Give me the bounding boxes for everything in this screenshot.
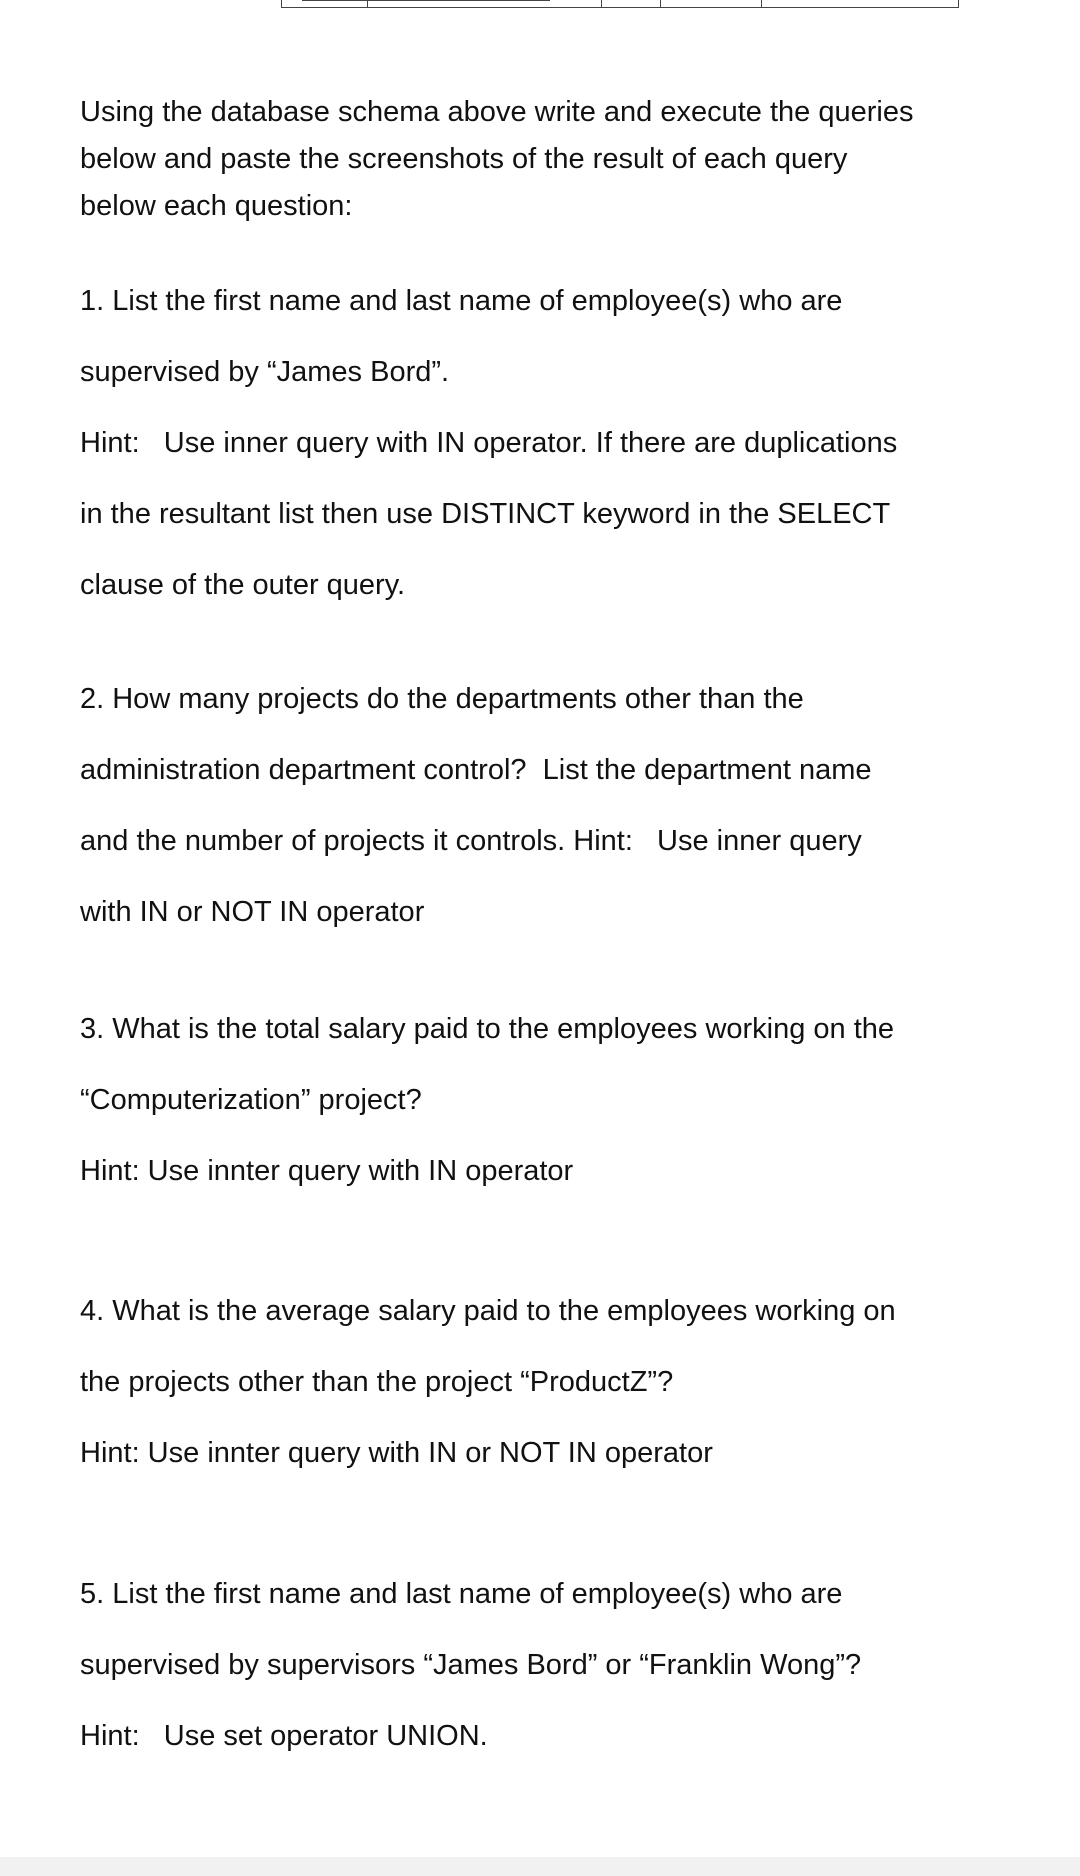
- table-column-divider: [601, 0, 602, 8]
- table-cell-underline: [302, 0, 550, 1]
- question-4-hint-line: Hint: Use innter query with IN or NOT IN operator: [80, 1437, 713, 1469]
- table-column-divider: [761, 0, 762, 8]
- question-4-text-line: the projects other than the project “ProductZ”?: [80, 1366, 674, 1398]
- table-column-divider: [660, 0, 661, 8]
- question-1-hint-line: in the resultant list then use DISTINCT keyword in the SELECT: [80, 498, 891, 530]
- question-3: [80, 994, 1020, 1207]
- intro-line: below each question:: [80, 190, 353, 222]
- intro-line: below and paste the screenshots of the result of each query: [80, 143, 848, 175]
- question-1-text-line: supervised by “James Bord”.: [80, 356, 450, 388]
- question-1: [80, 266, 1020, 621]
- question-1-hint-line: Hint: Use inner query with IN operator. If there are duplications: [80, 427, 898, 459]
- question-2-text-line: 2. How many projects do the departments other than the: [80, 683, 804, 715]
- question-3-text-line: “Computerization” project?: [80, 1084, 422, 1116]
- question-1-text-line: 1. List the first name and last name of employee(s) who are: [80, 285, 843, 317]
- question-2-hint-line: with IN or NOT IN operator: [80, 896, 425, 928]
- question-3-text-line: 3. What is the total salary paid to the employees working on the: [80, 1013, 895, 1045]
- question-5: [80, 1559, 1020, 1772]
- question-4-text-line: 4. What is the average salary paid to the employees working on: [80, 1295, 896, 1327]
- table-column-divider: [367, 0, 368, 8]
- question-4: [80, 1276, 1020, 1489]
- question-2-text-line: administration department control? List the department name: [80, 754, 872, 786]
- schema-table-fragment: [281, 0, 959, 8]
- question-1-hint-line: clause of the outer query.: [80, 569, 406, 601]
- intro-paragraph: [80, 89, 1020, 230]
- question-2: [80, 664, 1020, 948]
- question-3-hint-line: Hint: Use innter query with IN operator: [80, 1155, 574, 1187]
- question-5-text-line: supervised by supervisors “James Bord” or “Franklin Wong”?: [80, 1649, 862, 1681]
- page-bottom-edge: [0, 1857, 1080, 1876]
- question-2-text-line: and the number of projects it controls. Hint: Use inner query: [80, 825, 862, 857]
- question-5-hint-line: Hint: Use set operator UNION.: [80, 1720, 488, 1752]
- question-5-text-line: 5. List the first name and last name of employee(s) who are: [80, 1578, 843, 1610]
- intro-line: Using the database schema above write and execute the queries: [80, 96, 914, 128]
